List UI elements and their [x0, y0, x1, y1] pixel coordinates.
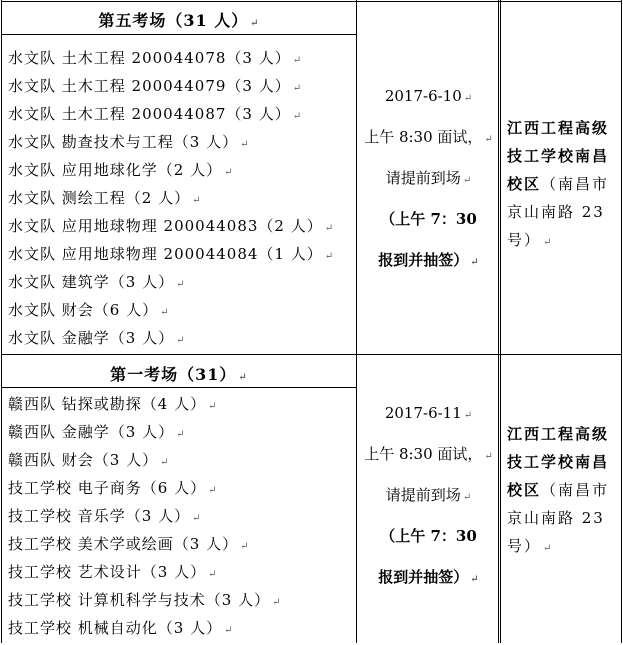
section5-location-cell: 江西工程高级技工学校南昌校区（南昌市京山南路 23 号） ↵ [507, 119, 610, 249]
section1-title-divider [1, 387, 356, 388]
location-name: 江西工程高级技工学校南昌校区 [507, 425, 610, 499]
list-item: 技工学校 计算机科学与技术（3 人） ↵ [8, 591, 282, 609]
section1-location-cell: 江西工程高级技工学校南昌校区（南昌市京山南路 23 号） ↵ [507, 425, 610, 555]
list-item: 水文队 土木工程 200044079（3 人） ↵ [8, 77, 303, 95]
list-item: 赣西队 钻探或勘探（4 人） ↵ [8, 395, 218, 413]
list-item: 技工学校 美术学或绘画（3 人） ↵ [8, 535, 250, 553]
list-item: 水文队 应用地球化学（2 人） ↵ [8, 161, 234, 179]
table-border-top [1, 1, 621, 2]
list-item: 水文队 建筑学（3 人） ↵ [8, 273, 186, 291]
list-item: 水文队 应用地球物理 200044084（1 人） ↵ [8, 245, 335, 263]
checkin-time: （上午 7：30 [380, 210, 477, 228]
table-border-col1 [356, 0, 357, 643]
arrive-note: 请提前到场 ↵ [385, 169, 472, 187]
list-item: 水文队 财会（6 人） ↵ [8, 301, 170, 319]
section1-time-cell [358, 393, 499, 598]
exam-date: 2017-6-11 ↵ [384, 404, 473, 422]
list-item: 水文队 测绘工程（2 人） ↵ [8, 189, 202, 207]
list-item: 水文队 金融学（3 人） ↵ [8, 329, 186, 347]
arrive-note: 请提前到场 ↵ [385, 486, 472, 504]
list-item: 技工学校 艺术设计（3 人） ↵ [8, 563, 218, 581]
location-address: （南昌市京山南路 23 号） [507, 481, 610, 555]
section1-title: 第一考场（31） ↵ [110, 365, 248, 384]
list-item: 水文队 勘查技术与工程（3 人） ↵ [8, 133, 250, 151]
exam-date: 2017-6-10 ↵ [384, 87, 473, 105]
interview-time: 上午 8:30 面试， ↵ [364, 128, 493, 146]
list-item: 技工学校 电子商务（6 人） ↵ [8, 479, 218, 497]
checkin-note: 报到并抽签） ↵ [378, 251, 479, 269]
list-item: 技工学校 音乐学（3 人） ↵ [8, 507, 202, 525]
list-item: 赣西队 财会（3 人） ↵ [8, 451, 170, 469]
list-item: 水文队 土木工程 200044087（3 人） ↵ [8, 105, 303, 123]
list-item: 水文队 应用地球物理 200044083（2 人） ↵ [8, 217, 335, 235]
section5-items [8, 44, 334, 352]
list-item: 水文队 土木工程 200044078（3 人） ↵ [8, 49, 303, 67]
section5-title-divider [1, 34, 356, 35]
table-border-left [1, 0, 2, 643]
section5-title: 第五考场（31 人） ↵ [98, 11, 260, 30]
section-divider [1, 354, 621, 355]
interview-time: 上午 8:30 面试， ↵ [364, 445, 493, 463]
list-item: 技工学校 机械自动化（3 人） ↵ [8, 619, 234, 637]
list-item: 赣西队 金融学（3 人） ↵ [8, 423, 186, 441]
checkin-note: 报到并抽签） ↵ [378, 568, 479, 586]
checkin-time: （上午 7：30 [380, 527, 477, 545]
location-name: 江西工程高级技工学校南昌校区 [507, 119, 610, 193]
table-border-right [621, 0, 622, 643]
section5-time-cell [358, 76, 499, 281]
location-address: （南昌市京山南路 23 号） [507, 175, 610, 249]
section1-items [8, 390, 281, 642]
